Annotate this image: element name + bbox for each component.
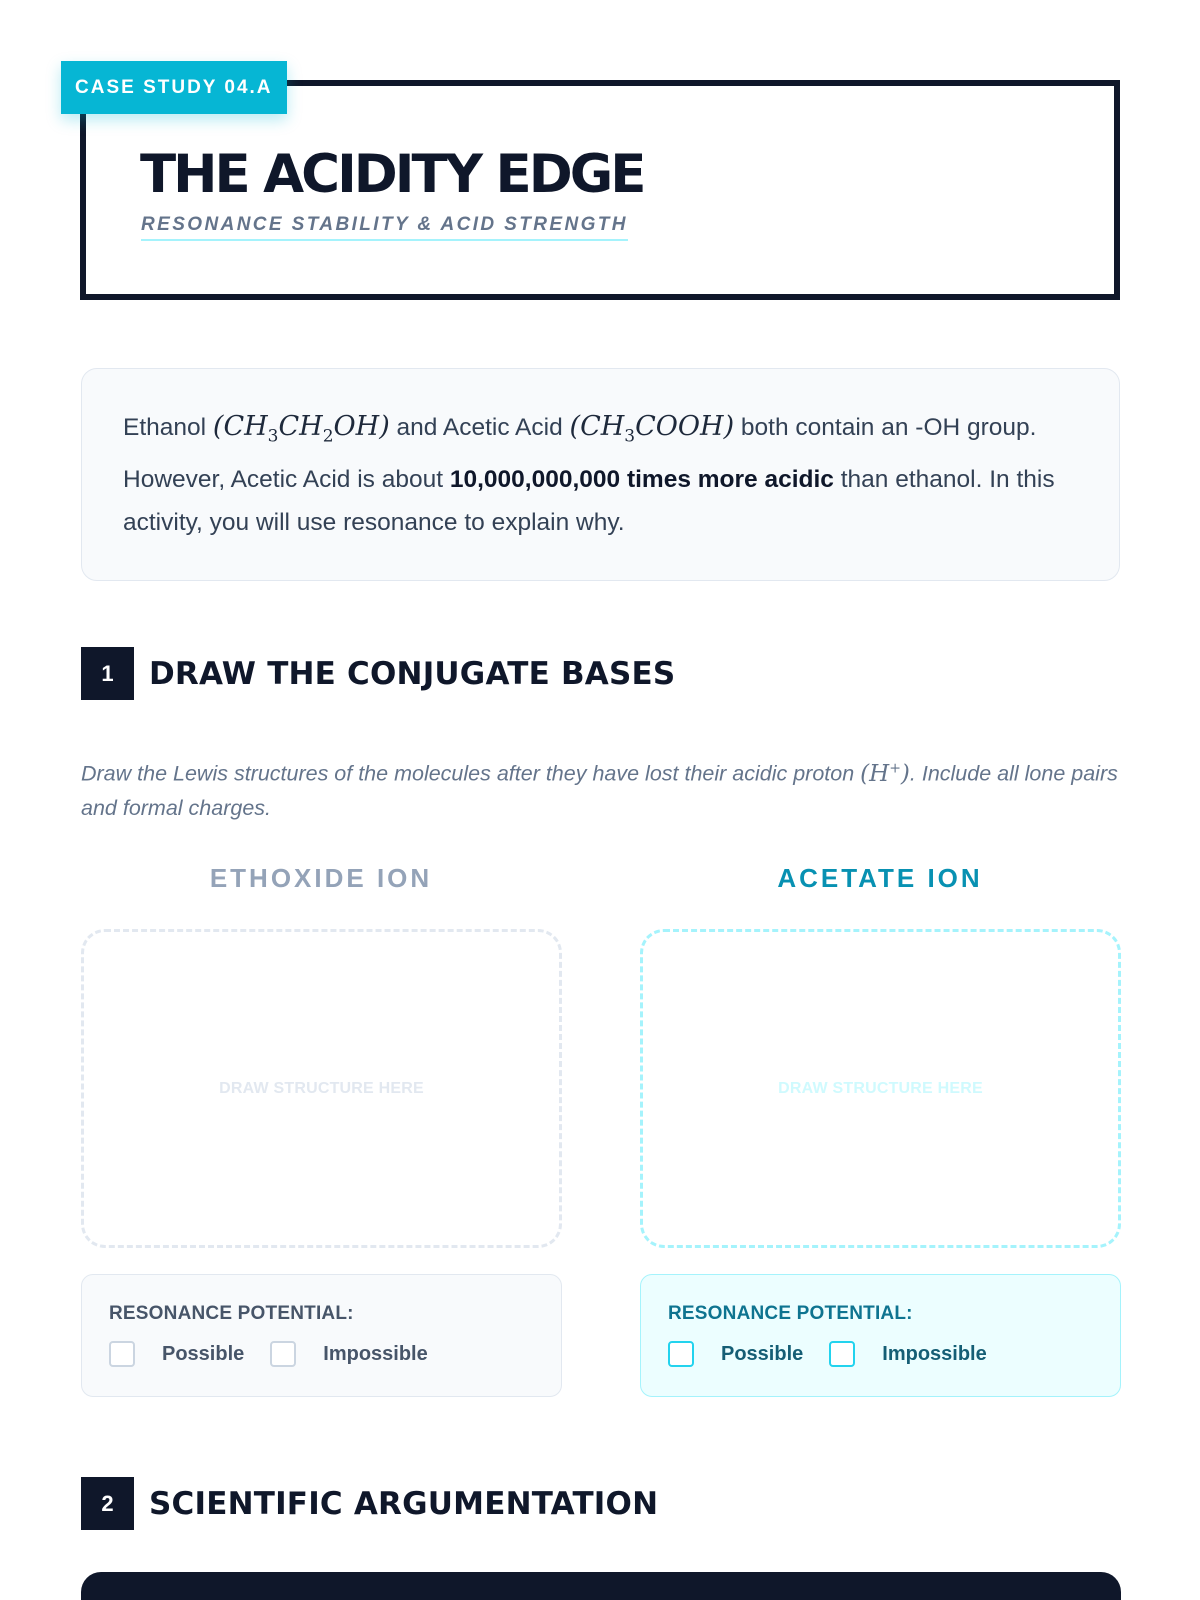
- acetate-resonance-options: [668, 1341, 1120, 1367]
- ethoxide-resonance-box: [81, 1274, 562, 1397]
- section-1-instructions: [81, 751, 1121, 825]
- ethoxide-resonance-label: RESONANCE POTENTIAL:: [109, 1303, 354, 1324]
- acetate-impossible-checkbox[interactable]: [829, 1341, 855, 1367]
- ethoxide-impossible-label: Impossible: [323, 1342, 428, 1365]
- acetate-label: ACETATE ION: [777, 863, 983, 893]
- ethoxide-label: ETHOXIDE ION: [209, 863, 433, 893]
- section-2-header: [81, 1477, 658, 1530]
- instructions-text-a: Draw the Lewis structures of the molecules after they have lost their acidic proton: [81, 761, 861, 786]
- acetate-possible-checkbox[interactable]: [668, 1341, 694, 1367]
- acetic-acid-formula: $(CH_3COOH)$: [569, 411, 735, 447]
- section-2-number: 2: [81, 1477, 134, 1530]
- ethoxide-resonance-options: [109, 1341, 561, 1367]
- argument-panel-top: [81, 1572, 1121, 1600]
- acetate-resonance-label: RESONANCE POTENTIAL:: [668, 1303, 913, 1324]
- acetate-draw-area[interactable]: [640, 929, 1121, 1248]
- acetate-draw-hint: DRAW STRUCTURE HERE: [778, 1079, 983, 1097]
- section-1-number: 1: [81, 647, 134, 700]
- intro-text-3: both contain an -OH group. However, Acetic Acid is about: [123, 414, 1037, 494]
- acetate-option-impossible[interactable]: [829, 1341, 986, 1367]
- proton-formula: (H+): [860, 760, 910, 787]
- case-study-tag: CASE STUDY 04.A: [61, 61, 287, 114]
- page-subtitle: RESONANCE STABILITY & ACID STRENGTH: [141, 214, 628, 241]
- instructions-text-b: . Include all lone pairs and formal charges.: [81, 761, 1118, 820]
- acidity-factor: 10,000,000,000 times more acidic: [449, 466, 834, 494]
- acetate-possible-label: Possible: [721, 1342, 804, 1365]
- ethoxide-option-possible[interactable]: [109, 1341, 244, 1367]
- intro-text-2: and Acetic Acid: [389, 414, 570, 441]
- acetate-option-possible[interactable]: [668, 1341, 803, 1367]
- ethoxide-possible-label: Possible: [162, 1342, 245, 1365]
- intro-text-1: Ethanol: [123, 414, 213, 441]
- ethanol-formula: $(CH_3CH_2OH)$: [212, 411, 390, 447]
- ethoxide-impossible-checkbox[interactable]: [270, 1341, 296, 1367]
- section-1-header: [81, 647, 675, 700]
- ethoxide-option-impossible[interactable]: [270, 1341, 427, 1367]
- section-1-title: DRAW THE CONJUGATE BASES: [149, 655, 676, 692]
- section-2-title: SCIENTIFIC ARGUMENTATION: [149, 1485, 659, 1522]
- acetate-resonance-box: [640, 1274, 1121, 1397]
- intro-card: [81, 368, 1120, 581]
- intro-text-4: than ethanol. In this activity, you will use resonance to explain why.: [123, 466, 1055, 537]
- ethoxide-possible-checkbox[interactable]: [109, 1341, 135, 1367]
- acetate-impossible-label: Impossible: [882, 1342, 987, 1365]
- page-title: THE ACIDITY EDGE: [140, 144, 644, 205]
- ethoxide-draw-hint: DRAW STRUCTURE HERE: [219, 1079, 424, 1097]
- ethoxide-draw-area[interactable]: [81, 929, 562, 1248]
